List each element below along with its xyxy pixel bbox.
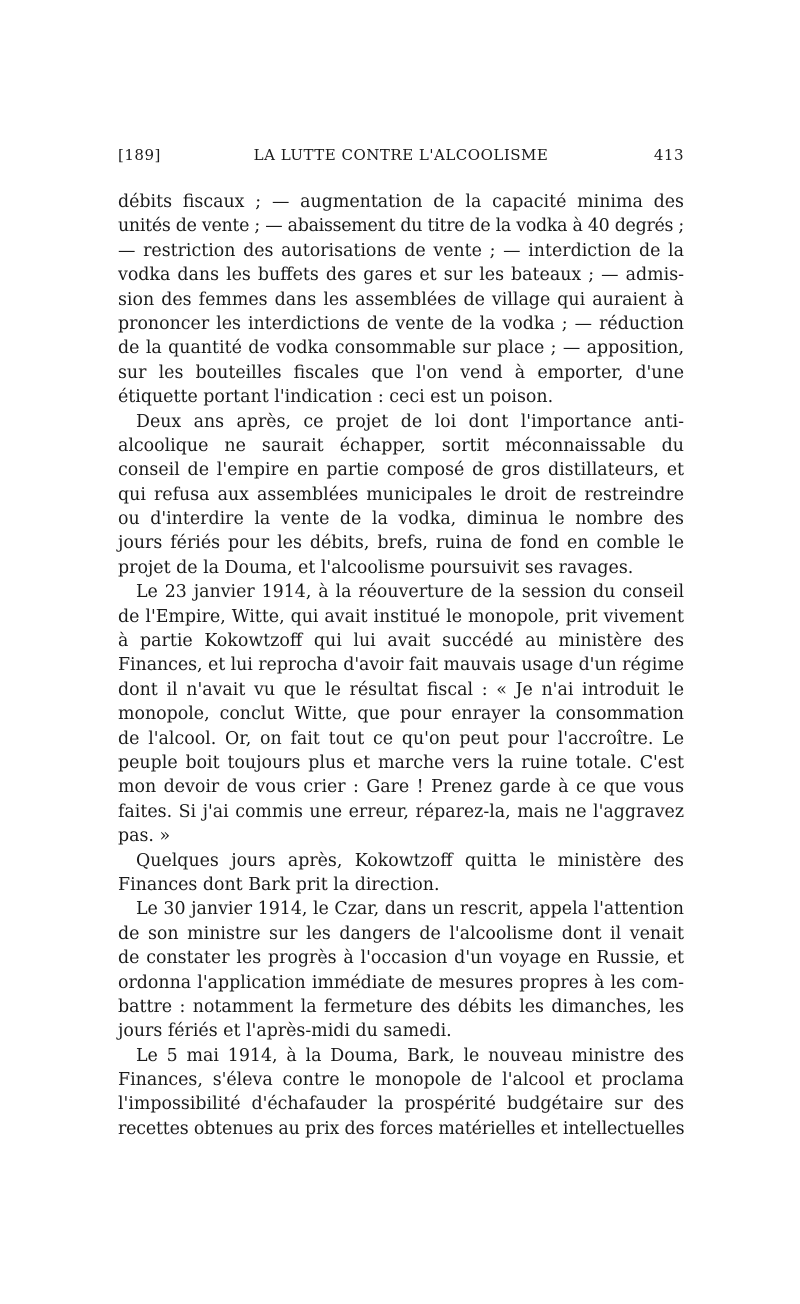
text-line: ou d'interdire la vente de la vodka, diminua le nombre des [118, 509, 684, 530]
text-line: sion des femmes dans les assemblées de village qui auraient à [118, 289, 684, 310]
running-title: LA LUTTE CONTRE L'ALCOOLISME [253, 146, 549, 164]
text-line: jours fériés et l'après-midi du samedi. [118, 1021, 452, 1042]
paragraph [118, 190, 684, 410]
text-line: pas. » [118, 826, 171, 847]
text-line: recettes obtenues au prix des forces matérielles et intellectuelles [118, 1118, 685, 1139]
book-page [118, 146, 684, 1141]
text-line: sur les bouteilles fiscales que l'on vend à emporter, d'une [118, 362, 684, 383]
text-line: de la quantité de vodka consommable sur place ; — apposition, [118, 338, 684, 359]
text-line: mon devoir de vous crier : Gare ! Prenez garde à ce que vous [118, 777, 684, 798]
text-line: alcoolique ne saurait échapper, sortit méconnaissable du [118, 435, 684, 456]
paragraph [118, 580, 684, 848]
text-line: à partie Kokowtzoff qui lui avait succédé au ministère des [118, 631, 684, 652]
bracket-folio: [189] [118, 146, 161, 164]
body-text [118, 190, 684, 1141]
text-line: de l'Empire, Witte, qui avait institué le monopole, prit vivement [118, 606, 684, 627]
text-line: unités de vente ; — abaissement du titre de la vodka à 40 degrés ; [118, 216, 684, 237]
text-line: ordonna l'application immédiate de mesures propres à les com- [118, 972, 684, 993]
paragraph [118, 849, 684, 898]
text-line: Le 23 janvier 1914, à la réouverture de la session du conseil [136, 582, 684, 603]
text-line: l'impossibilité d'échafauder la prospérité budgétaire sur des [118, 1094, 684, 1115]
text-line: vodka dans les buffets des gares et sur les bateaux ; — admis- [118, 265, 684, 286]
text-line: débits fiscaux ; — augmentation de la capacité minima des [118, 192, 684, 212]
text-line: prononcer les interdictions de vente de la vodka ; — réduction [118, 313, 684, 334]
text-line: peuple boit toujours plus et marche vers la ruine totale. C'est [118, 752, 684, 773]
text-line: étiquette portant l'indication : ceci est un poison. [118, 387, 554, 408]
text-line: faites. Si j'ai commis une erreur, réparez-la, mais ne l'aggravez [118, 801, 684, 822]
running-header [118, 146, 684, 172]
text-line: Finances, s'éleva contre le monopole de l'alcool et proclama [118, 1070, 684, 1091]
text-line: qui refusa aux assemblées municipales le droit de restreindre [118, 484, 684, 505]
text-line: Deux ans après, ce projet de loi dont l'importance anti- [136, 411, 684, 432]
text-line: — restriction des autorisations de vente ; — interdiction de la [118, 240, 684, 261]
text-line: Quelques jours après, Kokowtzoff quitta le ministère des [136, 850, 684, 871]
text-line: Finances dont Bark prit la direction. [118, 874, 440, 895]
text-line: projet de la Douma, et l'alcoolisme poursuivit ses ravages. [118, 557, 634, 578]
text-line: de l'alcool. Or, on fait tout ce qu'on peut pour l'accroître. Le [118, 728, 684, 749]
text-line: monopole, conclut Witte, que pour enrayer la consommation [118, 704, 684, 725]
text-line: Le 5 mai 1914, à la Douma, Bark, le nouveau ministre des [136, 1045, 684, 1066]
text-line: conseil de l'empire en partie composé de gros distillateurs, et [118, 460, 684, 481]
paragraph [118, 410, 684, 581]
paragraph [118, 1044, 684, 1142]
text-line: battre : notamment la fermeture des débits les dimanches, les [118, 996, 684, 1017]
paragraph [118, 897, 684, 1043]
text-line: Le 30 janvier 1914, le Czar, dans un rescrit, appela l'attention [136, 899, 684, 920]
page-number: 413 [653, 146, 684, 164]
text-line: de constater les progrès à l'occasion d'un voyage en Russie, et [118, 948, 684, 969]
text-line: dont il n'avait vu que le résultat fiscal : « Je n'ai introduit le [118, 679, 684, 700]
text-line: Finances, et lui reprocha d'avoir fait mauvais usage d'un régime [118, 655, 684, 676]
text-line: jours fériés pour les débits, brefs, ruina de fond en comble le [118, 533, 684, 554]
text-line: de son ministre sur les dangers de l'alcoolisme dont il venait [118, 923, 684, 944]
